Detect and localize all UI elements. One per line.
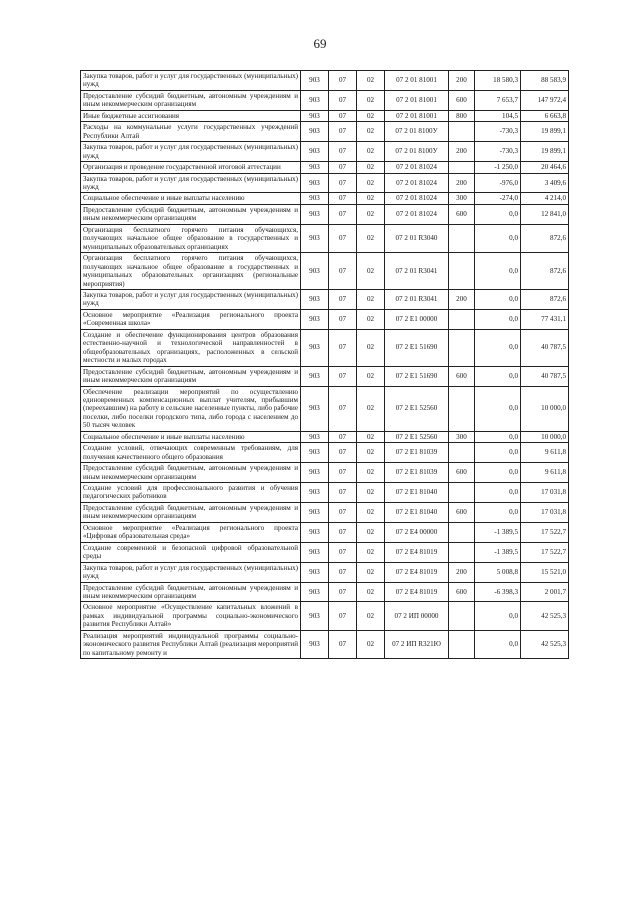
total-amount-cell: 147 972,4 <box>521 90 569 110</box>
target-article-cell: 07 2 01 81001 <box>385 110 449 121</box>
total-amount-cell: 19 899,1 <box>521 142 569 162</box>
expense-type-cell: 600 <box>449 582 475 602</box>
subsection-code-cell: 02 <box>357 162 385 173</box>
ministry-code-cell: 903 <box>301 329 329 366</box>
target-article-cell: 07 2 E1 81039 <box>385 463 449 483</box>
subsection-code-cell: 02 <box>357 309 385 329</box>
subsection-code-cell: 02 <box>357 366 385 386</box>
section-code-cell: 07 <box>329 253 357 290</box>
target-article-cell: 07 2 E1 51690 <box>385 366 449 386</box>
expense-type-cell <box>449 386 475 431</box>
table-row <box>81 142 569 162</box>
section-code-cell: 07 <box>329 431 357 442</box>
ministry-code-cell: 903 <box>301 204 329 224</box>
ministry-code-cell: 903 <box>301 309 329 329</box>
section-code-cell: 07 <box>329 329 357 366</box>
expense-type-cell <box>449 309 475 329</box>
item-name-cell: Основное мероприятие «Реализация регионального проекта «Цифровая образовательная среда» <box>81 522 301 542</box>
item-name-cell: Предоставление субсидий бюджетным, автономным учреждениям и иным некоммерческим организациям <box>81 502 301 522</box>
subsection-code-cell: 02 <box>357 542 385 562</box>
ministry-code-cell: 903 <box>301 502 329 522</box>
item-name-cell: Предоставление субсидий бюджетным, автономным учреждениям и иным некоммерческим организациям <box>81 90 301 110</box>
change-amount-cell: 0,0 <box>475 483 521 503</box>
item-name-cell: Предоставление субсидий бюджетным, автономным учреждениям и иным некоммерческим организациям <box>81 463 301 483</box>
ministry-code-cell: 903 <box>301 173 329 193</box>
ministry-code-cell: 903 <box>301 110 329 121</box>
ministry-code-cell: 903 <box>301 463 329 483</box>
item-name-cell: Закупка товаров, работ и услуг для государственных (муниципальных) нужд <box>81 71 301 91</box>
item-name-cell: Расходы на коммунальные услуги государственных учреждений Республики Алтай <box>81 122 301 142</box>
total-amount-cell: 12 841,0 <box>521 204 569 224</box>
change-amount-cell: 0,0 <box>475 289 521 309</box>
section-code-cell: 07 <box>329 582 357 602</box>
item-name-cell: Закупка товаров, работ и услуг для государственных (муниципальных) нужд <box>81 142 301 162</box>
subsection-code-cell: 02 <box>357 522 385 542</box>
total-amount-cell: 17 522,7 <box>521 522 569 542</box>
expense-type-cell <box>449 542 475 562</box>
target-article-cell: 07 2 E1 51690 <box>385 329 449 366</box>
table-row <box>81 253 569 290</box>
subsection-code-cell: 02 <box>357 386 385 431</box>
target-article-cell: 07 2 01 R3041 <box>385 289 449 309</box>
expense-type-cell: 600 <box>449 204 475 224</box>
change-amount-cell: -730,3 <box>475 122 521 142</box>
table-row <box>81 110 569 121</box>
change-amount-cell: -1 250,0 <box>475 162 521 173</box>
ministry-code-cell: 903 <box>301 542 329 562</box>
target-article-cell: 07 2 E1 81040 <box>385 483 449 503</box>
expense-type-cell <box>449 224 475 252</box>
table-row <box>81 90 569 110</box>
expense-type-cell <box>449 253 475 290</box>
section-code-cell: 07 <box>329 542 357 562</box>
item-name-cell: Предоставление субсидий бюджетным, автономным учреждениям и иным некоммерческим организациям <box>81 204 301 224</box>
table-row <box>81 204 569 224</box>
total-amount-cell: 40 787,5 <box>521 329 569 366</box>
subsection-code-cell: 02 <box>357 110 385 121</box>
expense-type-cell: 800 <box>449 110 475 121</box>
total-amount-cell: 872,6 <box>521 253 569 290</box>
budget-table-body <box>81 71 569 659</box>
section-code-cell: 07 <box>329 204 357 224</box>
subsection-code-cell: 02 <box>357 90 385 110</box>
target-article-cell: 07 2 01 81001 <box>385 90 449 110</box>
total-amount-cell: 10 000,0 <box>521 431 569 442</box>
section-code-cell: 07 <box>329 562 357 582</box>
subsection-code-cell: 02 <box>357 329 385 366</box>
section-code-cell: 07 <box>329 224 357 252</box>
total-amount-cell: 20 464,6 <box>521 162 569 173</box>
table-row <box>81 483 569 503</box>
expense-type-cell <box>449 162 475 173</box>
expense-type-cell: 600 <box>449 502 475 522</box>
subsection-code-cell: 02 <box>357 502 385 522</box>
table-row <box>81 602 569 630</box>
ministry-code-cell: 903 <box>301 224 329 252</box>
table-row <box>81 463 569 483</box>
item-name-cell: Закупка товаров, работ и услуг для государственных (муниципальных) нужд <box>81 562 301 582</box>
target-article-cell: 07 2 E4 00000 <box>385 522 449 542</box>
section-code-cell: 07 <box>329 289 357 309</box>
change-amount-cell: 0,0 <box>475 204 521 224</box>
total-amount-cell: 42 525,3 <box>521 602 569 630</box>
item-name-cell: Предоставление субсидий бюджетным, автономным учреждениям и иным некоммерческим организациям <box>81 366 301 386</box>
expense-type-cell <box>449 483 475 503</box>
ministry-code-cell: 903 <box>301 122 329 142</box>
target-article-cell: 07 2 01 R3040 <box>385 224 449 252</box>
change-amount-cell: 18 580,3 <box>475 71 521 91</box>
ministry-code-cell: 903 <box>301 193 329 204</box>
item-name-cell: Организация бесплатного горячего питания обучающихся, получающих начальное общее образование в государственных и муниципальных образовательных организациях <box>81 224 301 252</box>
ministry-code-cell: 903 <box>301 71 329 91</box>
subsection-code-cell: 02 <box>357 582 385 602</box>
target-article-cell: 07 2 E1 52560 <box>385 431 449 442</box>
target-article-cell: 07 2 E4 81019 <box>385 582 449 602</box>
table-row <box>81 542 569 562</box>
subsection-code-cell: 02 <box>357 122 385 142</box>
expense-type-cell <box>449 522 475 542</box>
item-name-cell: Закупка товаров, работ и услуг для государственных (муниципальных) нужд <box>81 289 301 309</box>
total-amount-cell: 17 522,7 <box>521 542 569 562</box>
table-row <box>81 366 569 386</box>
ministry-code-cell: 903 <box>301 562 329 582</box>
change-amount-cell: -976,0 <box>475 173 521 193</box>
subsection-code-cell: 02 <box>357 193 385 204</box>
item-name-cell: Создание и обеспечение функционирования центров образования естественно-научной и технологической направленностей в общеобразовательных организациях, расположенных в сельской местности и малых городах <box>81 329 301 366</box>
total-amount-cell: 19 899,1 <box>521 122 569 142</box>
change-amount-cell: 0,0 <box>475 630 521 658</box>
target-article-cell: 07 2 01 R3041 <box>385 253 449 290</box>
subsection-code-cell: 02 <box>357 253 385 290</box>
change-amount-cell: 0,0 <box>475 309 521 329</box>
ministry-code-cell: 903 <box>301 142 329 162</box>
target-article-cell: 07 2 01 81024 <box>385 204 449 224</box>
change-amount-cell: 104,5 <box>475 110 521 121</box>
subsection-code-cell: 02 <box>357 289 385 309</box>
target-article-cell: 07 2 01 8100У <box>385 142 449 162</box>
table-row <box>81 582 569 602</box>
target-article-cell: 07 2 01 8100У <box>385 122 449 142</box>
table-row <box>81 522 569 542</box>
subsection-code-cell: 02 <box>357 443 385 463</box>
change-amount-cell: 0,0 <box>475 502 521 522</box>
total-amount-cell: 9 611,8 <box>521 443 569 463</box>
target-article-cell: 07 2 01 81024 <box>385 173 449 193</box>
total-amount-cell: 10 000,0 <box>521 386 569 431</box>
subsection-code-cell: 02 <box>357 562 385 582</box>
section-code-cell: 07 <box>329 366 357 386</box>
expense-type-cell <box>449 122 475 142</box>
table-row <box>81 71 569 91</box>
expense-type-cell: 600 <box>449 90 475 110</box>
ministry-code-cell: 903 <box>301 366 329 386</box>
subsection-code-cell: 02 <box>357 71 385 91</box>
target-article-cell: 07 2 E1 52560 <box>385 386 449 431</box>
ministry-code-cell: 903 <box>301 386 329 431</box>
change-amount-cell: -1 389,5 <box>475 542 521 562</box>
ministry-code-cell: 903 <box>301 162 329 173</box>
change-amount-cell: 0,0 <box>475 463 521 483</box>
ministry-code-cell: 903 <box>301 522 329 542</box>
change-amount-cell: 0,0 <box>475 443 521 463</box>
item-name-cell: Предоставление субсидий бюджетным, автономным учреждениям и иным некоммерческим организациям <box>81 582 301 602</box>
target-article-cell: 07 2 01 81024 <box>385 193 449 204</box>
table-row <box>81 502 569 522</box>
page-number: 69 <box>313 36 327 51</box>
table-row <box>81 443 569 463</box>
table-row <box>81 431 569 442</box>
total-amount-cell: 42 525,3 <box>521 630 569 658</box>
target-article-cell: 07 2 E1 00000 <box>385 309 449 329</box>
ministry-code-cell: 903 <box>301 431 329 442</box>
ministry-code-cell: 903 <box>301 90 329 110</box>
item-name-cell: Социальное обеспечение и иные выплаты населению <box>81 431 301 442</box>
item-name-cell: Социальное обеспечение и иные выплаты населению <box>81 193 301 204</box>
ministry-code-cell: 903 <box>301 443 329 463</box>
total-amount-cell: 15 521,0 <box>521 562 569 582</box>
change-amount-cell: 0,0 <box>475 253 521 290</box>
target-article-cell: 07 2 ИП R321Ю <box>385 630 449 658</box>
section-code-cell: 07 <box>329 463 357 483</box>
table-row <box>81 173 569 193</box>
section-code-cell: 07 <box>329 386 357 431</box>
section-code-cell: 07 <box>329 142 357 162</box>
subsection-code-cell: 02 <box>357 483 385 503</box>
section-code-cell: 07 <box>329 110 357 121</box>
item-name-cell: Создание современной и безопасной цифровой образовательной среды <box>81 542 301 562</box>
section-code-cell: 07 <box>329 522 357 542</box>
ministry-code-cell: 903 <box>301 253 329 290</box>
budget-table <box>80 70 569 659</box>
section-code-cell: 07 <box>329 502 357 522</box>
subsection-code-cell: 02 <box>357 431 385 442</box>
section-code-cell: 07 <box>329 443 357 463</box>
total-amount-cell: 17 031,8 <box>521 502 569 522</box>
item-name-cell: Закупка товаров, работ и услуг для государственных (муниципальных) нужд <box>81 173 301 193</box>
table-row <box>81 562 569 582</box>
total-amount-cell: 872,6 <box>521 224 569 252</box>
subsection-code-cell: 02 <box>357 173 385 193</box>
expense-type-cell: 300 <box>449 193 475 204</box>
subsection-code-cell: 02 <box>357 204 385 224</box>
total-amount-cell: 4 214,0 <box>521 193 569 204</box>
table-row <box>81 309 569 329</box>
expense-type-cell <box>449 630 475 658</box>
expense-type-cell: 200 <box>449 142 475 162</box>
section-code-cell: 07 <box>329 71 357 91</box>
expense-type-cell: 200 <box>449 173 475 193</box>
total-amount-cell: 88 583,9 <box>521 71 569 91</box>
change-amount-cell: 0,0 <box>475 602 521 630</box>
section-code-cell: 07 <box>329 162 357 173</box>
change-amount-cell: 0,0 <box>475 329 521 366</box>
item-name-cell: Создание условий, отвечающих современным требованиям, для получения качественного общего образования <box>81 443 301 463</box>
target-article-cell: 07 2 ИП 00000 <box>385 602 449 630</box>
expense-type-cell: 600 <box>449 463 475 483</box>
total-amount-cell: 2 001,7 <box>521 582 569 602</box>
subsection-code-cell: 02 <box>357 602 385 630</box>
total-amount-cell: 3 409,6 <box>521 173 569 193</box>
ministry-code-cell: 903 <box>301 483 329 503</box>
total-amount-cell: 40 787,5 <box>521 366 569 386</box>
section-code-cell: 07 <box>329 309 357 329</box>
total-amount-cell: 872,6 <box>521 289 569 309</box>
change-amount-cell: -274,0 <box>475 193 521 204</box>
target-article-cell: 07 2 E1 81040 <box>385 502 449 522</box>
change-amount-cell: 0,0 <box>475 224 521 252</box>
item-name-cell: Иные бюджетные ассигнования <box>81 110 301 121</box>
total-amount-cell: 77 431,1 <box>521 309 569 329</box>
expense-type-cell: 300 <box>449 431 475 442</box>
ministry-code-cell: 903 <box>301 630 329 658</box>
item-name-cell: Реализация мероприятий индивидуальной программы социально-экономического развития Республики Алтай (реализация мероприятий по капитальному ремонту и <box>81 630 301 658</box>
change-amount-cell: -6 398,3 <box>475 582 521 602</box>
change-amount-cell: 7 653,7 <box>475 90 521 110</box>
target-article-cell: 07 2 01 81001 <box>385 71 449 91</box>
ministry-code-cell: 903 <box>301 289 329 309</box>
total-amount-cell: 6 663,8 <box>521 110 569 121</box>
table-row <box>81 162 569 173</box>
expense-type-cell: 600 <box>449 366 475 386</box>
expense-type-cell <box>449 329 475 366</box>
section-code-cell: 07 <box>329 602 357 630</box>
target-article-cell: 07 2 E4 81019 <box>385 542 449 562</box>
section-code-cell: 07 <box>329 483 357 503</box>
item-name-cell: Организация и проведение государственной итоговой аттестации <box>81 162 301 173</box>
subsection-code-cell: 02 <box>357 142 385 162</box>
table-row <box>81 224 569 252</box>
item-name-cell: Основное мероприятие «Осуществление капитальных вложений в рамках индивидуальной программы социально-экономического развития Республики Алтай» <box>81 602 301 630</box>
table-row <box>81 386 569 431</box>
change-amount-cell: -1 389,5 <box>475 522 521 542</box>
subsection-code-cell: 02 <box>357 224 385 252</box>
expense-type-cell: 200 <box>449 289 475 309</box>
ministry-code-cell: 903 <box>301 602 329 630</box>
section-code-cell: 07 <box>329 630 357 658</box>
ministry-code-cell: 903 <box>301 582 329 602</box>
item-name-cell: Основное мероприятие «Реализация регионального проекта «Современная школа» <box>81 309 301 329</box>
table-row <box>81 329 569 366</box>
expense-type-cell <box>449 602 475 630</box>
table-row <box>81 122 569 142</box>
total-amount-cell: 9 611,8 <box>521 463 569 483</box>
change-amount-cell: 5 008,8 <box>475 562 521 582</box>
expense-type-cell: 200 <box>449 71 475 91</box>
expense-type-cell: 200 <box>449 562 475 582</box>
item-name-cell: Обеспечение реализации мероприятий по осуществлению единовременных компенсационных выплат учителям, прибывшим (переехавшим) на работу в сельские населенные пункты, либо рабочие поселки, либо поселки городского типа, либо города с населением до 50 тысяч человек <box>81 386 301 431</box>
target-article-cell: 07 2 E4 81019 <box>385 562 449 582</box>
table-row <box>81 630 569 658</box>
target-article-cell: 07 2 01 81024 <box>385 162 449 173</box>
change-amount-cell: -730,3 <box>475 142 521 162</box>
change-amount-cell: 0,0 <box>475 386 521 431</box>
target-article-cell: 07 2 E1 81039 <box>385 443 449 463</box>
expense-type-cell <box>449 443 475 463</box>
subsection-code-cell: 02 <box>357 630 385 658</box>
subsection-code-cell: 02 <box>357 463 385 483</box>
change-amount-cell: 0,0 <box>475 366 521 386</box>
section-code-cell: 07 <box>329 173 357 193</box>
table-row <box>81 193 569 204</box>
change-amount-cell: 0,0 <box>475 431 521 442</box>
item-name-cell: Создание условий для профессионального развития и обучения педагогических работников <box>81 483 301 503</box>
table-row <box>81 289 569 309</box>
total-amount-cell: 17 031,8 <box>521 483 569 503</box>
item-name-cell: Организация бесплатного горячего питания обучающихся, получающих начальное общее образование в государственных и муниципальных образовательных организациях (региональные мероприятия) <box>81 253 301 290</box>
section-code-cell: 07 <box>329 122 357 142</box>
section-code-cell: 07 <box>329 90 357 110</box>
section-code-cell: 07 <box>329 193 357 204</box>
